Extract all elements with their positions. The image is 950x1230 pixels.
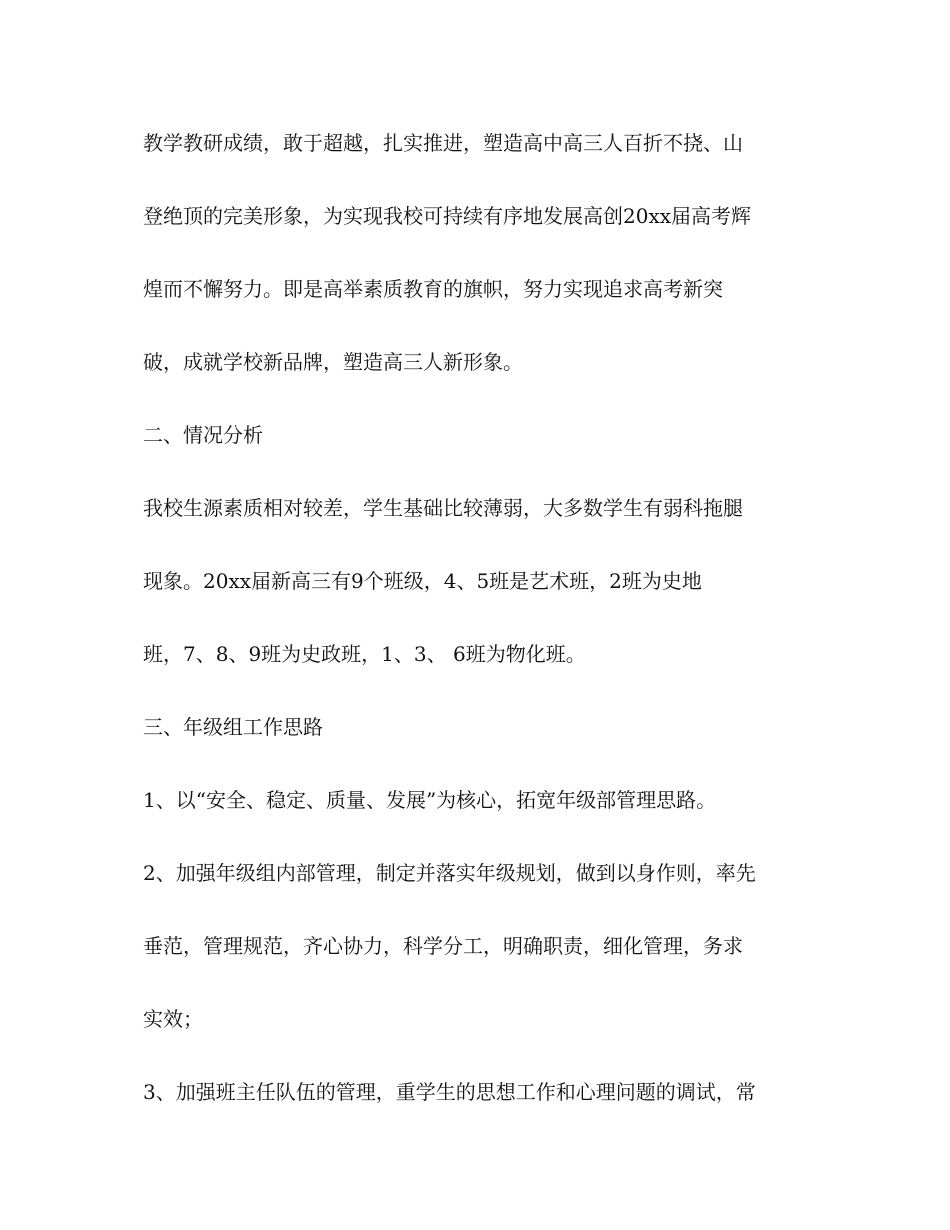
paragraph-line-3: 煌而不懈努力。即是高举素质教育的旗帜，努力实现追求高考新突 (143, 277, 723, 301)
section-heading-work-ideas: 三、年级组工作思路 (143, 715, 323, 739)
list-item-3: 3、加强班主任队伍的管理，重学生的思想工作和心理问题的调试，常 (143, 1080, 756, 1104)
paragraph-line-1: 教学教研成绩，敢于超越，扎实推进，塑造高中高三人百折不挠、山 (143, 131, 743, 155)
list-item-2-cont: 垂范，管理规范，齐心协力，科学分工，明确职责，细化管理，务求 (143, 934, 743, 958)
section-heading-analysis: 二、情况分析 (143, 423, 263, 447)
paragraph-line-8: 班，7、8、9班为史政班，1、3、 6班为物化班。 (143, 642, 586, 666)
paragraph-line-6: 我校生源素质相对较差，学生基础比较薄弱，大多数学生有弱科拖腿 (143, 496, 743, 520)
paragraph-line-7: 现象。20xx届新高三有9个班级，4、5班是艺术班，2班为史地 (143, 569, 702, 593)
paragraph-line-4: 破，成就学校新品牌，塑造高三人新形象。 (143, 350, 523, 374)
list-item-2-end: 实效； (143, 1007, 203, 1031)
paragraph-line-2: 登绝顶的完美形象，为实现我校可持续有序地发展高创20xx届高考辉 (143, 204, 752, 228)
list-item-1: 1、以“安全、稳定、质量、发展”为核心，拓宽年级部管理思路。 (143, 788, 717, 812)
list-item-2: 2、加强年级组内部管理，制定并落实年级规划，做到以身作则，率先 (143, 861, 756, 885)
